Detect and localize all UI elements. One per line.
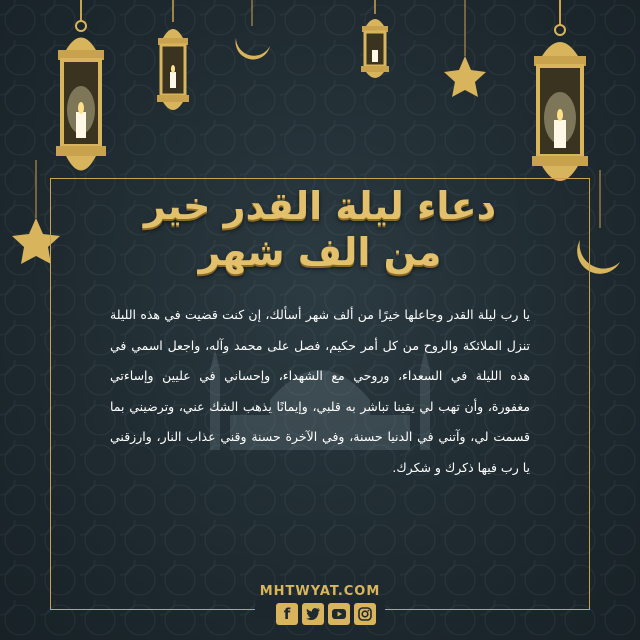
title-line-1: دعاء ليلة القدر خير — [143, 184, 497, 228]
youtube-icon[interactable] — [328, 603, 350, 625]
facebook-icon[interactable]: f — [276, 603, 298, 625]
lantern-small-left-icon — [148, 0, 198, 120]
instagram-icon[interactable] — [354, 603, 376, 625]
site-name[interactable]: MHTWYAT.COM — [259, 584, 381, 599]
twitter-icon[interactable] — [302, 603, 324, 625]
social-icons — [276, 603, 380, 625]
title-line-2: من الف شهر — [198, 230, 442, 274]
lantern-small-center-icon — [353, 0, 397, 84]
prayer-text: يا رب ليلة القدر وجاعلها خيرًا من ألف شهر أسألك، إن كنت قضيت في هذه الليلة تنزل الملائكة والروح من كل أمر حكيم، فصل على محمد وآله، واجعل اسمي في هذه الليلة في السعداء، وروحي مع الشهداء، وإحساني في عليين وإساءتي مغفورة، وأن تهب لي يقينا تباشر به قلبي، وإيمانًا يذهب الشك عني، وترضيني بما قسمت لي، وآتني في الدنيا حسنة، وفي الآخرة حسنة وقني عذاب النار، وارزقني يا رب فيها ذكرك و شكرك. — [110, 307, 530, 475]
star-right-icon — [440, 0, 490, 104]
moon-top-icon — [226, 0, 276, 68]
